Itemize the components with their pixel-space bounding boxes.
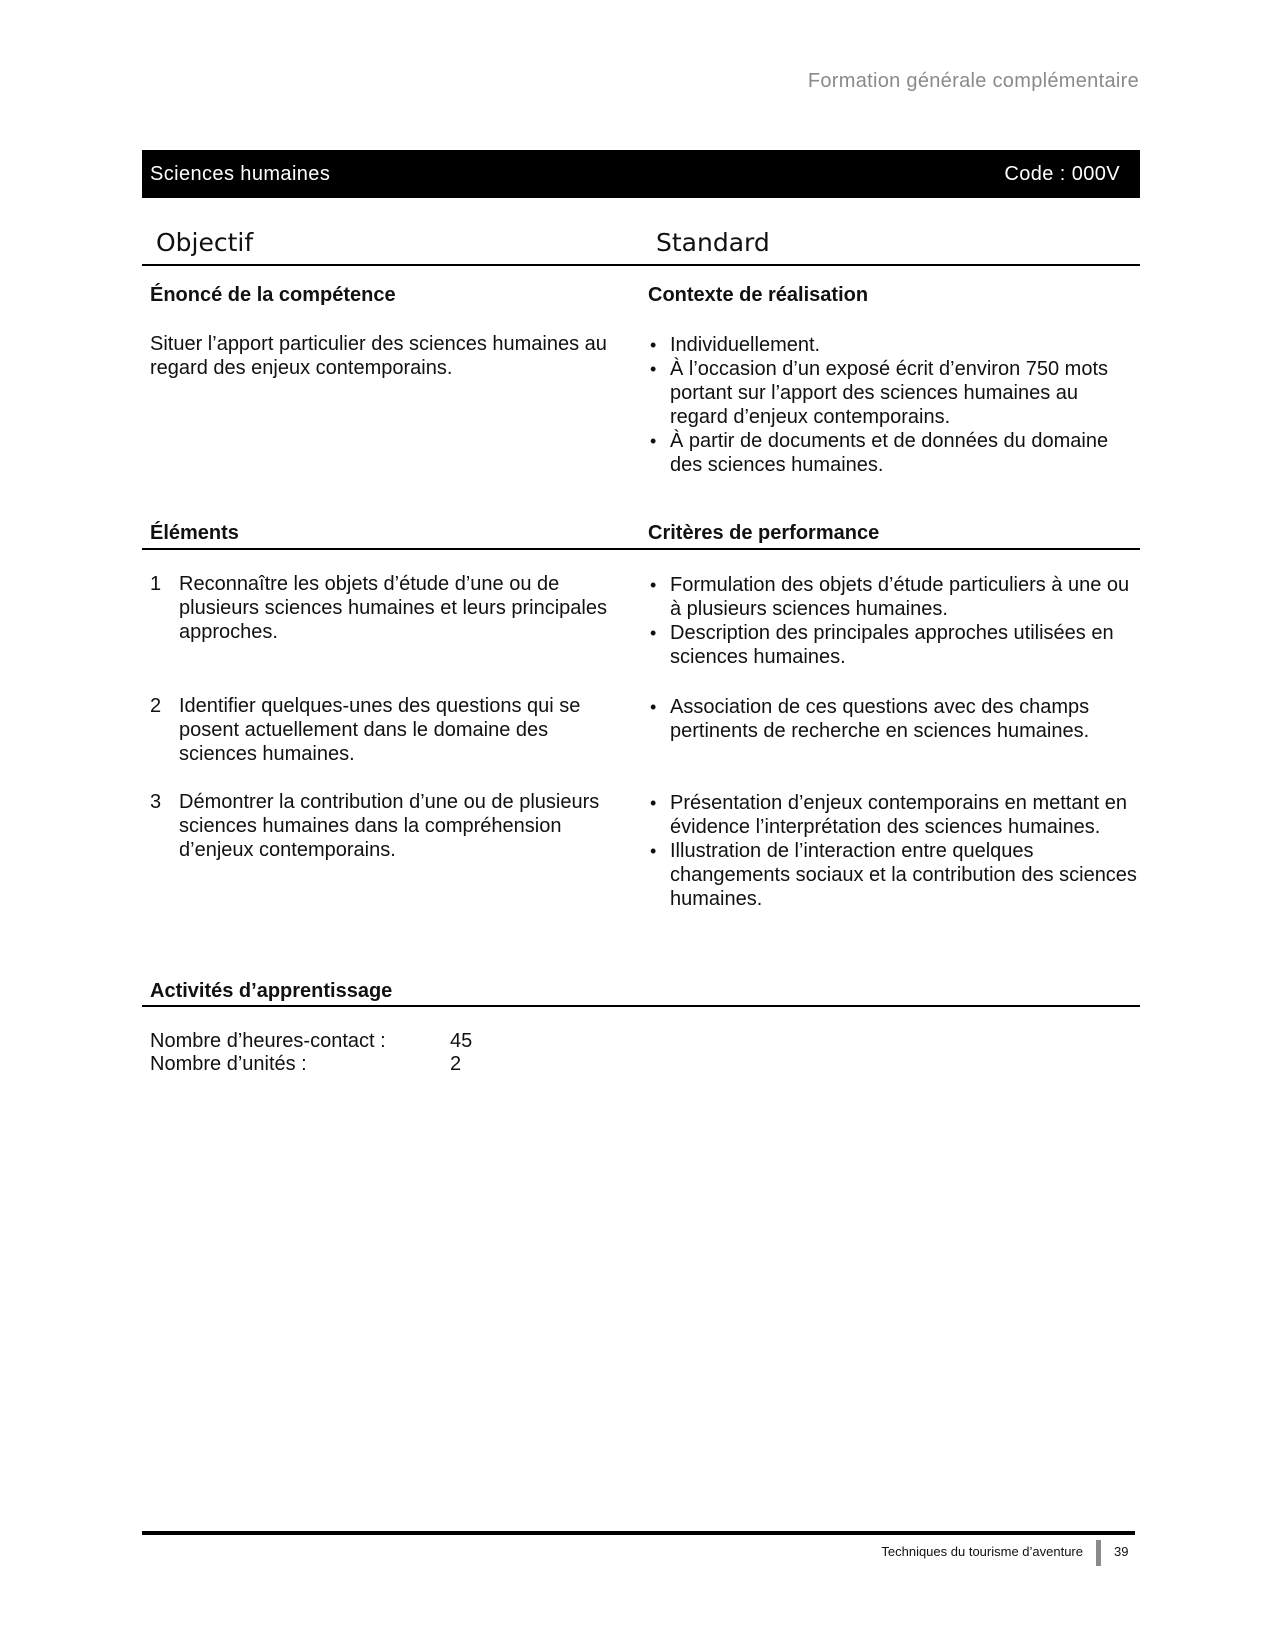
hours-value: 45 bbox=[450, 1030, 473, 1052]
element-item bbox=[150, 572, 630, 644]
element-number: 3 bbox=[150, 791, 162, 813]
element-item bbox=[150, 694, 630, 766]
objective-heading: Objectif bbox=[156, 228, 254, 257]
activities-heading: Activités d’apprentissage bbox=[150, 980, 393, 1002]
element-text: Démontrer la contribution d’une ou de plusieurs sciences humaines dans la compréhension d’enjeux contemporains. bbox=[179, 791, 600, 861]
list-item: • À partir de documents et de données du domaine des sciences humaines. bbox=[648, 429, 1138, 477]
element-number: 1 bbox=[150, 573, 162, 595]
section-divider bbox=[142, 548, 1140, 550]
hours-label: Nombre d’heures-contact : bbox=[150, 1030, 386, 1052]
element-text: Reconnaître les objets d’étude d’une ou de plusieurs sciences humaines et leurs principales approches. bbox=[179, 573, 607, 643]
course-title-bar bbox=[142, 150, 1140, 198]
competence-heading: Énoncé de la compétence bbox=[150, 284, 396, 306]
column-headings bbox=[142, 226, 1140, 266]
elements-heading: Éléments bbox=[150, 522, 239, 544]
competence-statement: Situer l’apport particulier des sciences humaines au regard des enjeux contemporains. bbox=[150, 333, 607, 379]
list-item: • Illustration de l’interaction entre quelques changements sociaux et la contribution des sciences humaines. bbox=[648, 839, 1138, 911]
page-number: 39 bbox=[1114, 1544, 1129, 1559]
section-divider bbox=[142, 1005, 1140, 1007]
units-value: 2 bbox=[450, 1053, 462, 1075]
running-header: Formation générale complémentaire bbox=[807, 70, 1139, 92]
course-subject: Sciences humaines bbox=[150, 162, 331, 185]
list-item: • Individuellement. bbox=[648, 333, 1138, 357]
list-item: • Description des principales approches utilisées en sciences humaines. bbox=[648, 621, 1138, 669]
list-item: • À l’occasion d’un exposé écrit d’environ 750 mots portant sur l’apport des sciences humaines au regard d’enjeux contemporains. bbox=[648, 357, 1138, 429]
footer-divider bbox=[142, 1531, 1135, 1535]
criteria-list bbox=[648, 695, 1138, 743]
criteria-heading: Critères de performance bbox=[648, 522, 880, 544]
list-item: • Formulation des objets d’étude particuliers à une ou à plusieurs sciences humaines. bbox=[648, 573, 1138, 621]
criteria-list bbox=[648, 791, 1138, 911]
criteria-list bbox=[648, 573, 1138, 669]
footer-program: Techniques du tourisme d’aventure bbox=[881, 1544, 1083, 1559]
element-text: Identifier quelques-unes des questions qui se posent actuellement dans le domaine des sciences humaines. bbox=[179, 695, 581, 765]
element-item bbox=[150, 790, 630, 862]
course-code: Code : 000V bbox=[1004, 162, 1120, 185]
footer-separator bbox=[1096, 1540, 1101, 1566]
context-heading: Contexte de réalisation bbox=[648, 284, 869, 306]
list-item: • Présentation d’enjeux contemporains en mettant en évidence l’interprétation des sciences humaines. bbox=[648, 791, 1138, 839]
element-number: 2 bbox=[150, 695, 162, 717]
context-list bbox=[648, 333, 1138, 477]
units-label: Nombre d’unités : bbox=[150, 1053, 307, 1075]
hours-block bbox=[150, 1030, 472, 1076]
list-item: • Association de ces questions avec des champs pertinents de recherche en sciences humaines. bbox=[648, 695, 1138, 743]
standard-heading: Standard bbox=[656, 228, 770, 257]
